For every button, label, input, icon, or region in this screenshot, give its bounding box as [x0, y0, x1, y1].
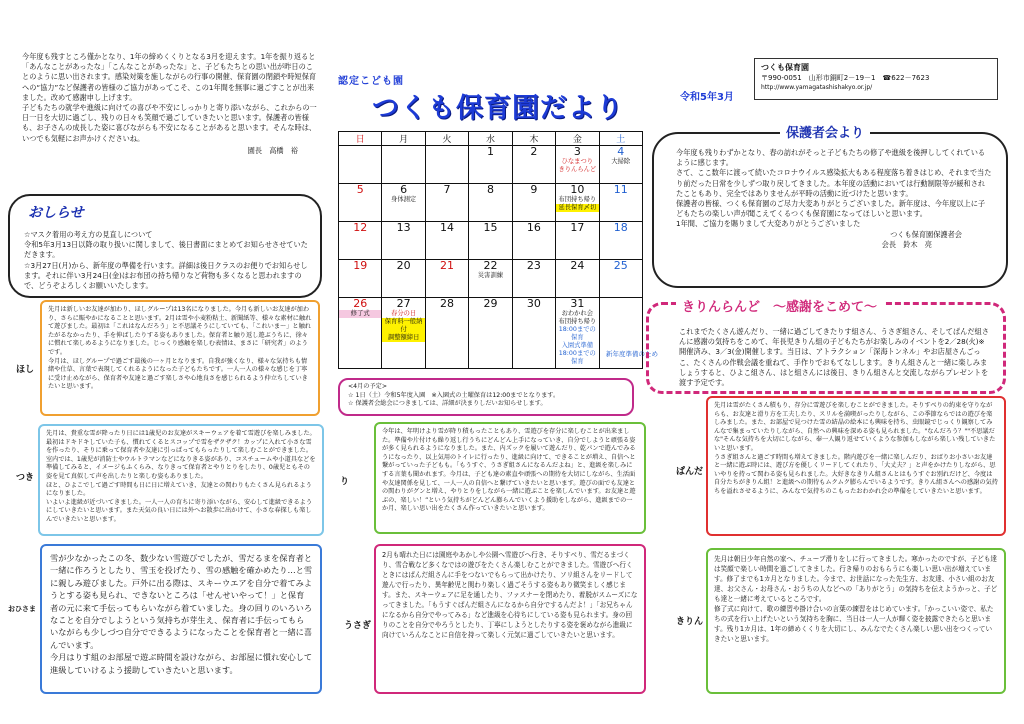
day-number: 2: [530, 145, 538, 158]
day-event: ひなまつり: [561, 158, 594, 165]
calendar-week: [339, 184, 643, 222]
issue-month: 令和5年3月: [680, 92, 734, 103]
calendar-day: [556, 146, 599, 184]
weekday-mon: 月: [382, 132, 425, 146]
day-number: 28: [440, 297, 455, 311]
march-calendar: [338, 131, 643, 369]
day-number: 19: [353, 259, 368, 273]
class-box-panda: [706, 396, 1006, 536]
weekday-thu: 木: [512, 132, 555, 146]
day-event: 延長保育〆切: [556, 204, 598, 212]
weekday-fri: 金: [556, 132, 599, 146]
calendar-day: [425, 260, 468, 298]
day-number: 6: [400, 183, 408, 197]
class-box-usagi: [374, 544, 646, 694]
calendar-note: 18:00までの保育: [558, 326, 596, 342]
class-label-tsuki: つき: [16, 473, 35, 483]
weekday-wed: 水: [469, 132, 512, 146]
calendar-week: [339, 146, 643, 184]
school-url[interactable]: http://www.yamagatashishakyo.or.jp/: [761, 84, 873, 91]
class-label-ri: り: [340, 477, 350, 487]
weekday-sun: 日: [339, 132, 382, 146]
notice-item: ☆3月27日(月)から、新年度の準備を行います。詳細は後日クラスのお便りでお知らせします。それに伴い3月24日(金)はお布団の持ち帰りなど荷物も多くなると思われますので、どうぞよろしくお願いいたします。: [24, 260, 308, 291]
calendar-day: [382, 146, 425, 184]
greeting-text: 今年度も残すところ僅かとなり、1年の締めくくりとなる3月を迎えます。1年を振り返ると「あんなことがあったな」「こんなことがあったな」と、子どもたちとの思い出が昨日のことのように思い出されます。感染対策を施しながらの行事の開催、保育園の閉鎖や時短保育への“協力”など保護者の皆様のご協力があってこそ、この1年間を無事に過ごすことが出来ました。改めて感謝申し上げます。 子どもたちの就学や進級に向けての喜びや不安にしっかりと寄り添いながら、これからの一日一日を大切に過ごし、残りの日々も笑顔で過ごしていきたいと思います。保護者の皆様も、お子さんの成長した姿に喜びながらも不安になることがあると思います。そんな時は、いつでも気軽にお声かけくださいね。: [22, 52, 317, 143]
day-number: 25: [613, 259, 628, 273]
class-box-hiyoko: [40, 544, 322, 694]
day-event: 布団持ち帰り: [558, 318, 597, 326]
class-text: 雪が少なかったこの冬、数少ない雪遊びでしたが、雪だるまを保育者と一緒に作ろうとしたり、雪玉を投げたり、雪の感触を確かめたり…と雪に親しみ遊びました。戸外に出る際は、スキーウエアを自分で着てみようとする姿も見られ、できないところは「せんせいやって！」と保育者の元に来て手伝ってもらいながら着ていました。身の回りのいろいろなことを自分でしようという気持ちが芽生え、保育者に手伝ってもらいながらも少しづつ自分でできるようになったことを保育者と一緒に喜んでいます。 今月はりす組のお部屋で遊ぶ時間を設けながら、お部屋に慣れ安心して進級していけるよう援助していきたいと思います。: [50, 553, 313, 675]
day-number: 15: [483, 221, 498, 235]
day-number: 30: [526, 297, 541, 311]
class-text: 先月は雪がたくさん積もり、存分に雪遊びを楽しむことができました。そりすべりの約束を守りながらも、お友達と滑り方を工夫したり、スリルを満喫がったりしながら、この季節ならではの遊びを楽しみました。また、お部屋で見つけた雪の結晶の絵本にも興味を持ち、虫眼鏡でじっくり観察してみんなで集まっていたりしながら、自然への興味を深める姿も見られました。"なんだろう？""不思議だな"そんな気持ちを大切にしながら、奉一人観り返せていくような参加もしながら楽しい残していきたいと思います。 うさぎ組さんと過ごす時間も増えてきました。階内遊びを一緒に楽しんだり、おばりお小さいお友達と一緒に遊ぶ時には、遊び方を優しくリードしてくれたり、「大丈夫？」と声をかけたりしながら、思いやりを持って関わる姿も見られました。大好きなきりん組さんとはもうすぐお別れだけど、今度は自分たちがきりん組！と進級への期待もムクムク膨らんでいるようです。きりん組さんへの感謝の気持ちを溢れさせるように、みんなで気持ちのこもったおわかれ会の準備をしていきたいと思います。: [714, 402, 998, 495]
calendar-day: [599, 222, 642, 260]
calendar-week: [339, 298, 643, 369]
april-plan-item: ☆ 保護者会総会につきましては、詳細が決まりしだいお知らせします。: [348, 400, 547, 408]
calendar-day: [339, 298, 382, 369]
april-plan-box: [338, 378, 634, 416]
day-event: きりんらんど: [558, 166, 597, 173]
day-number: 10: [570, 183, 585, 197]
class-label-hoshi: ほし: [16, 365, 35, 375]
calendar-note: 保育料一般納付: [382, 318, 424, 334]
class-box-ri: [374, 422, 646, 534]
day-number: 16: [526, 221, 541, 235]
class-label-kirin: きりん: [676, 617, 704, 627]
calendar-day: [512, 260, 555, 298]
day-number: 26: [353, 297, 368, 311]
calendar-day: [382, 260, 425, 298]
class-text: 2月も晴れた日には園庭やあかしや公園へ雪遊びへ行き、そりすべり、雪だるまづくり、雪合戦など多くなではの遊びをたくさん楽しむことができました。雪遊びへ行くときにはぱんだ組さんに手をつないでもらって出かけたり、ソリ組さんをリードして遊んで行ったり、異年齢児と関わり楽しく過ごそうする姿もあり微笑ましく感じます。また、スキーウェアに足を通したり、ファスナーを閉めたり、着脱がスムーズになってきました。「もうすぐぱんだ組さんになるから自分でするんだよ！」「お兄ちゃんになるから自分でやってみる」など進級を心待ちにしている姿も見られます。身の回りのことを自分でやろうとしたり、丁寧にしようとしたりする姿を褒めながら進級に向けていろんなことに自信を持って楽しく元気に過ごしていきたいと思います。: [382, 551, 638, 639]
calendar-week: [339, 260, 643, 298]
calendar-day: [382, 184, 425, 222]
day-number: 21: [440, 259, 455, 273]
calendar-day: [425, 222, 468, 260]
calendar-day: [339, 260, 382, 298]
calendar-week: [339, 222, 643, 260]
calendar-day: [339, 184, 382, 222]
calendar-note: 入園式準備: [561, 342, 594, 350]
class-label-usagi: うさぎ: [344, 621, 372, 631]
day-number: 20: [396, 259, 411, 273]
weekday-sat: 土: [599, 132, 642, 146]
day-number: 1: [486, 145, 494, 158]
weekday-tue: 火: [425, 132, 468, 146]
day-number: 22: [483, 259, 498, 273]
school-info: [754, 58, 998, 100]
calendar-day: [382, 298, 425, 369]
calendar-day: [512, 184, 555, 222]
day-number: 23: [526, 259, 541, 273]
calendar-day: [469, 184, 512, 222]
day-event: 身体測定: [391, 196, 417, 204]
class-text: 先月は朝日少年自然の家へ、チューブ滑りをしに行ってきました。寒かったのですが、子ども達は笑顔で楽しい時間を過ごしてきました。行き帰りのおもらうにも楽しい思い出が増えています。修了までも1カ月となりました。今まで、お世話になった先生方、お友達、小さい組のお友達、お父さん・お母さん・おうちの人などへの「ありがとう」の気持ちを伝えようかっと、子ども達と一緒に考えているところです。 修了式に向けて、歌の練習や掛け合いの言葉の練習をはじめています。「かっこいい姿で、私たちの式を行い上げたいという気持ちを胸に、当日は一人一人が輝く姿を披露できたらと思います。残り1カ月は、1年の締めくくりを大切にし、みんなでたくさん楽しい思い出をつくっていきたいと思います。: [714, 555, 998, 643]
calendar-day: [512, 222, 555, 260]
calendar-day: [469, 222, 512, 260]
day-number: 3: [573, 145, 581, 158]
class-box-hoshi: [40, 300, 320, 416]
april-plan-title: <4月の予定>: [348, 383, 388, 390]
calendar-day: [339, 146, 382, 184]
day-number: 12: [353, 221, 368, 235]
day-number: 18: [613, 221, 628, 235]
day-number: 4: [617, 145, 625, 158]
day-event: 春分の日: [391, 310, 417, 318]
class-box-tsuki: [38, 424, 324, 536]
parents-signature: 会長 鈴木 亮: [881, 239, 932, 249]
notice-title: おしらせ: [22, 202, 90, 222]
school-name: つくも保育園: [761, 63, 809, 72]
day-number: 9: [530, 183, 538, 197]
day-number: 7: [443, 183, 451, 197]
class-box-kirin: [706, 548, 1006, 694]
calendar-day: [425, 146, 468, 184]
day-number: 14: [440, 221, 455, 235]
day-number: 5: [356, 183, 364, 197]
april-plan-item: ☆ 1日（土）令和5年度入園 ※入園式の土曜保育は12:00までとなります。: [348, 391, 560, 399]
parents-text: 今年度も残りわずかとなり、春の訪れがそっと子どもたちの修了や進級を後押ししてくれているように感じます。 さて、ここ数年に渡って続いたコロナウイルス感染拡大もある程度落ち着きはじめ、それまで当たり前だった日常を少しずつ取り戻してきました。本年度の活動においては行動制限等が緩和されたこともあり、完全ではありませんが平時の活動に近づけたと思います。 保護者の皆様、つくも保育園のご尽力大変ありがとうございました。新年度は、今年度以上に子どもたちの楽しい声が聞こえてくるつくも保育園になってほしいと思います。 1年間、ご協力を賜りまして大変ありがとうございました: [676, 148, 992, 229]
parents-title: 保護者会より: [780, 122, 870, 141]
calendar-day: [512, 146, 555, 184]
greeting-section: [22, 52, 318, 180]
calendar-weekday-row: [339, 132, 643, 146]
calendar-note: 調整額締日: [382, 334, 424, 342]
day-number: 11: [613, 183, 628, 197]
class-text: 先月は、貴重な雪が降ったり日には1歳児のお友達がスキーウェアを着て雪遊びを楽しみました。最初はドキドキしていた子も、慣れてくるとスコップで雪をザクザク！カップに入れて小さな雪を作ったり、そりに乗って保育者や友達に引っぱってもらったりして楽しむことができました。室内では、1歳児が消防士やウルトラマンなどになりきる姿があり、コスチュームや小道具などを準備してみると、イメージもふくらみ、なりきって保育者とやりとりをしたり、0歳児ともその姿を見て真似して声を出したりと楽しむ姿もありました。 ほと、ひよこでして過ごす時間も日に日に増えていき、友達との関わりもたくさん見られるようになりました。 いよいよ進級が近づいてきました。一人一人の育ちに寄り添いながら、安心して進級できるようにしていきたいと思います。また天気の良い日には外へお散歩に出かけて、小さな春探しも楽しんでいきたいと思います。: [46, 430, 316, 523]
notice-item: ☆マスク着用の考え方の見直しについて 令和5年3月13日以降の取り扱いに関しまして、後日書面にまとめてお知らせさせていただきます。: [24, 230, 308, 260]
calendar-day: [556, 260, 599, 298]
calendar-day: [425, 184, 468, 222]
calendar-note: 18:00までの保育: [558, 350, 596, 366]
header-subtitle: 認定こども園: [338, 76, 404, 87]
day-event: 災害訓練: [477, 272, 504, 280]
day-number: 13: [396, 221, 411, 235]
day-number: 17: [570, 221, 585, 235]
calendar-day: [425, 298, 468, 369]
greeting-signature: 園長 高橋 裕: [247, 145, 298, 155]
calendar-day: [469, 260, 512, 298]
calendar-day: [599, 260, 642, 298]
class-label-panda: ぱんだ: [676, 467, 704, 477]
calendar-prep-note: 新年度準備のため: [606, 350, 658, 358]
parents-signature: つくも保育園保護者会: [890, 229, 962, 239]
calendar-day: [556, 184, 599, 222]
calendar-day: [599, 184, 642, 222]
kirinland-title: きりんらんど ～感謝をこめて～: [676, 296, 883, 315]
page-title: つくも保育園だより: [372, 93, 624, 124]
calendar-day: [469, 146, 512, 184]
day-event: 布団持ち帰り: [558, 196, 597, 204]
day-number: 29: [483, 297, 498, 311]
class-text: 今年は、年明けより雪が降り積もったこともあり、雪遊びを存分に楽しむことが出来ました。準備や片付けも繰り返し行うちにどんどん上手になっていき、自分でしようと頑張る姿が多く見られるようになりました。また、内ズックを履いて遊んだり、乾パンで遊んでみるうになったり、以上気用のトイレに行ったり、進級に向けて、できることが増え、自信へと繋がっていった子どもも。「もうすぐ、うさぎ組さんになるんだよね」と、進級を楽しみにする言葉も聞かれます。今月は、子ども達の素直や頑張への期待を大切にしながら、生活面や友達関係を見して、一人一人の自信へと繋げていきたいと思います。遊びの面でも友達との関わりがグンと増え、やりとりをしながら一緒に遊ぶことを楽しんでいます。お友達と遊ぶの、楽しい！”という気持ちがどんどん膨らんでいくよう援助をしながら、進級までの一か月、楽しい思い出をたくさん作っていきたいと思います。: [382, 428, 636, 513]
calendar-day: [512, 298, 555, 369]
day-number: 8: [486, 183, 494, 197]
day-event: 大掃除: [611, 158, 631, 165]
day-event: 修了式: [339, 310, 381, 318]
day-number: 24: [570, 259, 585, 273]
day-event: おわかれ会: [561, 310, 594, 318]
calendar-day: [556, 298, 599, 369]
calendar-day: [599, 146, 642, 184]
school-address: 〒990-0051 山形市銅町2－19－1 ☎622－7623: [761, 74, 930, 82]
calendar-day: [469, 298, 512, 369]
calendar-day: [382, 222, 425, 260]
kirinland-box: [646, 302, 1006, 394]
parents-association-box: [652, 132, 1008, 288]
day-number: 31: [570, 297, 585, 311]
calendar-day: [556, 222, 599, 260]
class-text: 先月は新しいお友達が加わり、ほしグループは13名になりました。今月も新しいお友達が加わり、さらに賑やかになることと思います。2月は雪や小麦粉粘土、新聞紙等、様々な素材に触れて遊びました。最初は「これはなんだろう」と不思議そうにしていても、「これいま～」と触れたがるなかったり、手を伸ばしたりする姿もありました。保育者と触り返し遊ぶうちに、徐々に慣れて楽しめるようになりました。じっくり感触を楽しむ表情は、まさに「研究者」のようです。 今月は、ほしグループで過ごす最後の一ヶ月となります。自我が強くなり、様々な気持ちも情緒や仕草、言葉で表現してくれるようになった子どもたちです。一人一人の様々な感じを丁寧に受け止めながら、保育者や友達と過ごす楽しさや心地良さを感じられるよう仲立ちしていきたいと思います。: [48, 306, 312, 391]
calendar-day: [339, 222, 382, 260]
day-number: 27: [396, 297, 411, 311]
kirinland-text: これまでたくさん遊んだり、一緒に過ごしてきたりす組さん、うさぎ組さん、そしてぱんだ組さんに感謝の気持ちをこめて、年長児きりん組の子どもたちがお楽しみのイベントを2／28(火)※開催済み、3／3(金)開催します。当日は、アトラクション「深海トンネル」やお店屋さんごっこ、たくさんの作戦会議を重ねて、手作りでおもてなしします。きりん組さんと一緒に楽しみましょうすると、ひよこ組さん、はと組さんには後日、きりん組さんと交流しながらプレゼントを渡す予定です。: [679, 327, 989, 388]
class-label-hiyoko: おひさま: [8, 605, 36, 613]
